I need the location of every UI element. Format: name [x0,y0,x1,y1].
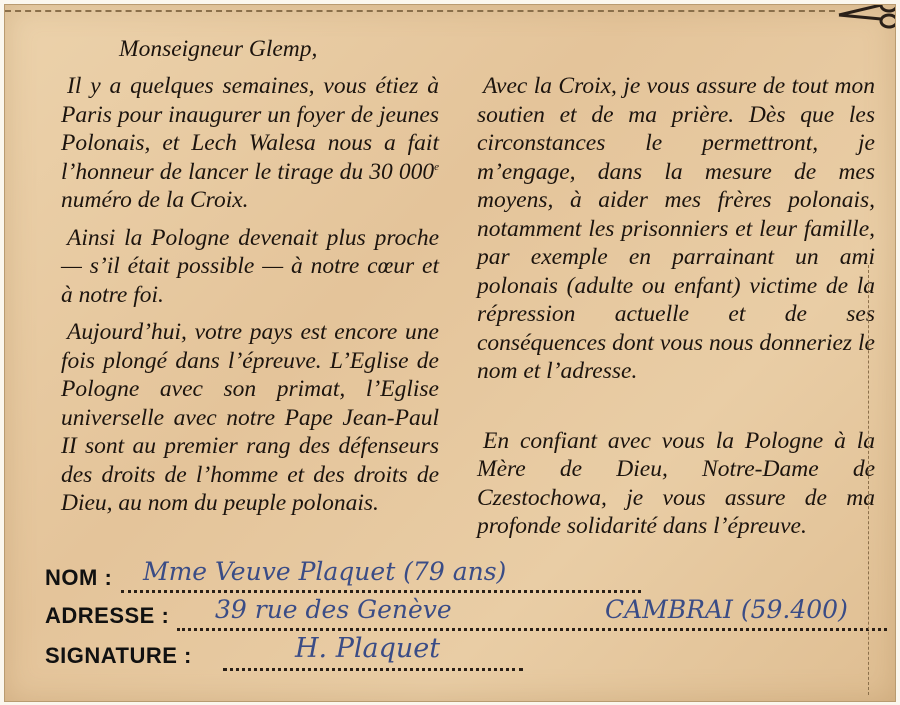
name-row [45,557,895,595]
paragraph-poland-closer: Ainsi la Pologne devenait plus proche — s’il était possible — à notre cœur et à notre foi. [61,224,439,308]
signature-value[interactable]: H. Plaquet [295,633,441,664]
paragraph-visit-text: Il y a quelques semaines, vous étiez à Paris pour inaugurer un foyer de jeunes Polonais, et Lech Walesa nous a fait l’honneur de lancer le tirage du 30 000e numéro de la Croix. [61,73,439,213]
name-value[interactable]: Mme Veuve Plaquet (79 ans) [143,557,507,586]
address-value[interactable]: 39 rue des Genève [215,595,452,624]
address-row [45,595,895,633]
address-dots [177,626,887,631]
scissors-icon [837,4,896,37]
salutation: Monseigneur Glemp, [119,36,318,62]
paragraph-visit [61,72,439,215]
signature-row [45,633,895,673]
clipping-edge [862,265,869,695]
signature-dots [223,666,523,671]
newspaper-clipping [4,4,896,702]
name-label: NOM : [45,565,113,590]
letter-left-column [61,72,439,527]
letter-right-column [477,72,875,550]
paragraph-support: Avec la Croix, je vous assure de tout mon soutien et de ma prière. Dès que les circonstances le permettront, je m’engage, dans la mesure de mes moyens, à aider mes frères polonais, notamment les prisonniers et leur famille, par exemple en parrainant un ami polonais (adulte ou enfant) victime de la répression actuelle et de ses conséquences dont vous nous donneriez le nom et l’adresse. [477,73,875,384]
signature-label: SIGNATURE : [45,643,192,668]
name-dots [121,588,641,593]
cut-line [5,10,835,16]
paragraph-solidarity: En confiant avec vous la Pologne à la Mère de Dieu, Notre-Dame de Czestochowa, je vous assure de ma profonde solidarité dans l’épreuve. [477,427,875,539]
address-label: ADRESSE : [45,603,170,628]
city-value[interactable]: CAMBRAI (59.400) [605,595,848,624]
paragraph-trial: Aujourd’hui, votre pays est encore une fois plongé dans l’épreuve. L’Eglise de Pologne avec son primat, l’Eglise universelle avec notre Pape Jean-Paul II sont au premier rang des défenseurs des droits de l’homme et des droits de Dieu, au nom du peuple polonais. [61,319,439,516]
